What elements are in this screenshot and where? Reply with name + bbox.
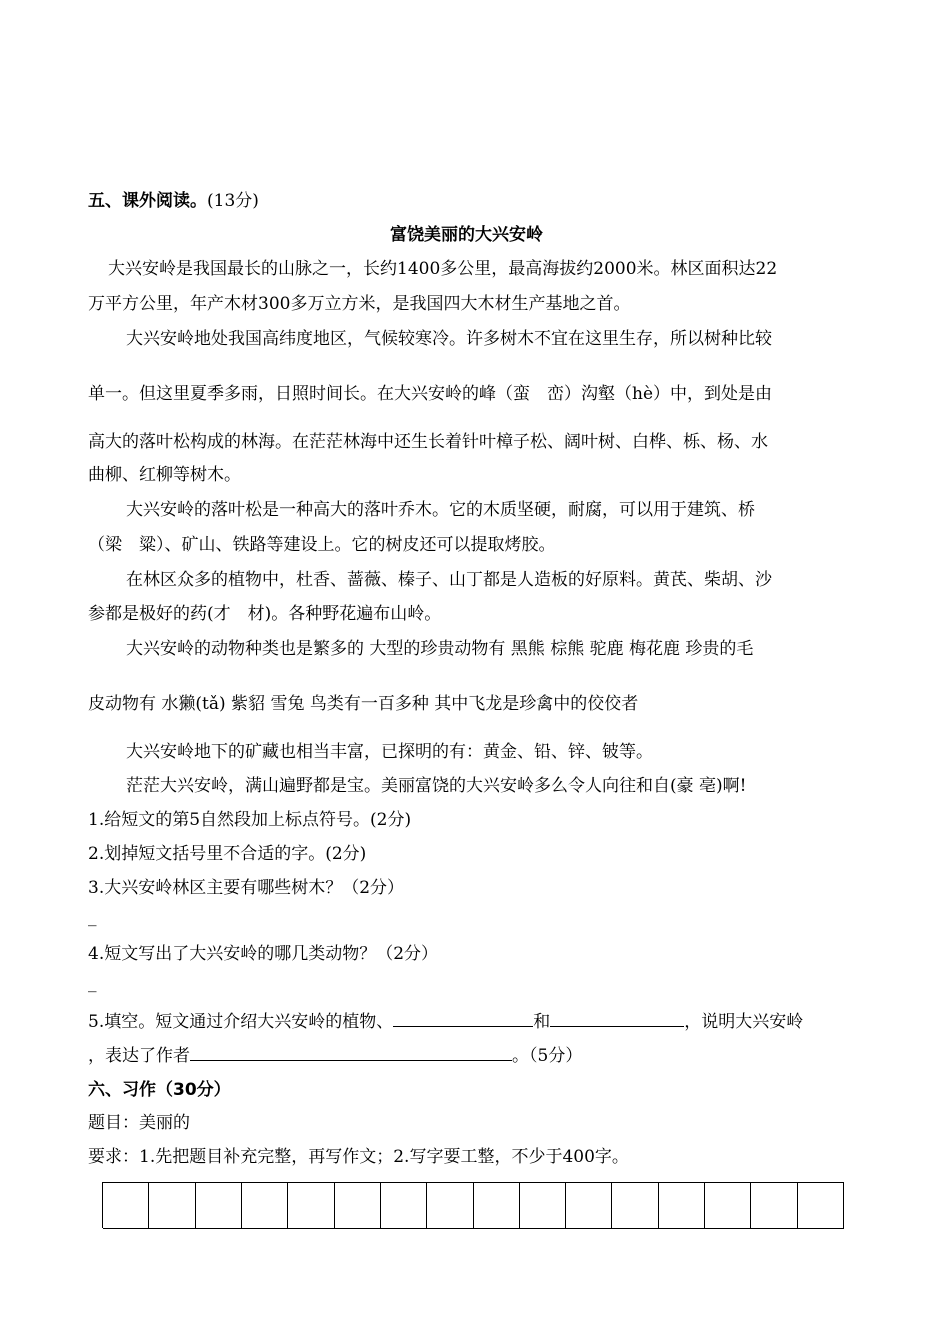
grid-cell[interactable] bbox=[612, 1183, 658, 1229]
grid-cell[interactable] bbox=[659, 1183, 705, 1229]
grid-cell[interactable] bbox=[798, 1183, 844, 1229]
essay-requirement: 要求：1.先把题目补充完整，再写作文；2.写字要工整，不少于400字。 bbox=[88, 1147, 629, 1167]
question-5-text-b: ，说明大兴安岭 bbox=[684, 1012, 804, 1032]
question-5-score: 。（5分） bbox=[512, 1046, 583, 1066]
question-5-blank-1[interactable] bbox=[393, 1008, 533, 1027]
question-1: 1.给短文的第5自然段加上标点符号。(2分) bbox=[88, 810, 412, 830]
question-3: 3.大兴安岭林区主要有哪些树木？（2分） bbox=[88, 878, 405, 898]
paragraph-line: 大兴安岭的动物种类也是繁多的 大型的珍贵动物有 黑熊 棕熊 驼鹿 梅花鹿 珍贵的毛 bbox=[126, 639, 754, 659]
section-5-heading bbox=[88, 186, 259, 211]
paragraph-line: 大兴安岭的落叶松是一种高大的落叶乔木。它的木质坚硬，耐腐，可以用于建筑、桥 bbox=[126, 500, 755, 520]
grid-cell[interactable] bbox=[705, 1183, 751, 1229]
question-4-answer-line[interactable]: _ bbox=[88, 973, 97, 993]
grid-cell[interactable] bbox=[288, 1183, 334, 1229]
grid-cell[interactable] bbox=[149, 1183, 195, 1229]
paragraph-line: （梁 粱）、矿山、铁路等建设上。它的树皮还可以提取烤胶。 bbox=[88, 535, 556, 555]
section-6-heading bbox=[88, 1075, 231, 1100]
paragraph-line: 大兴安岭地下的矿藏也相当丰富，已探明的有：黄金、铅、锌、铍等。 bbox=[126, 742, 653, 762]
grid-cell[interactable] bbox=[196, 1183, 242, 1229]
question-2: 2.划掉短文括号里不合适的字。(2分) bbox=[88, 844, 367, 864]
question-5-blank-2[interactable] bbox=[550, 1008, 684, 1027]
question-5-blank-3[interactable] bbox=[190, 1042, 512, 1061]
question-5-line-2 bbox=[88, 1041, 582, 1066]
grid-cell[interactable] bbox=[520, 1183, 566, 1229]
grid-cell[interactable] bbox=[427, 1183, 473, 1229]
paragraph-line: 万平方公里，年产木材300多万立方米，是我国四大木材生产基地之首。 bbox=[88, 294, 631, 314]
question-3-answer-line[interactable]: _ bbox=[88, 907, 97, 927]
grid-cell[interactable] bbox=[381, 1183, 427, 1229]
paragraph-line: 高大的落叶松构成的林海。在茫茫林海中还生长着针叶樟子松、阔叶树、白桦、栎、杨、水 bbox=[88, 432, 768, 452]
grid-cell[interactable] bbox=[566, 1183, 612, 1229]
paragraph-line: 大兴安岭地处我国高纬度地区，气候较寒冷。许多树木不宜在这里生存，所以树种比较 bbox=[126, 329, 772, 349]
grid-cell[interactable] bbox=[242, 1183, 288, 1229]
section-6-heading-text: 六、习作 bbox=[88, 1080, 156, 1100]
paragraph-line: 曲柳、红柳等树木。 bbox=[88, 465, 241, 485]
section-6-score: （30分） bbox=[156, 1080, 231, 1100]
grid-cell[interactable] bbox=[751, 1183, 797, 1229]
grid-cell[interactable] bbox=[103, 1183, 149, 1229]
paragraph-line: 茫茫大兴安岭，满山遍野都是宝。美丽富饶的大兴安岭多么令人向往和自(豪 亳)啊! bbox=[126, 776, 747, 796]
question-5-text-a: 5.填空。短文通过介绍大兴安岭的植物、 bbox=[88, 1012, 394, 1032]
article-title: 富饶美丽的大兴安岭 bbox=[390, 225, 543, 245]
paragraph-line: 单一。但这里夏季多雨，日照时间长。在大兴安岭的峰（蛮 峦）沟壑（hè）中，到处是由 bbox=[88, 384, 773, 404]
essay-topic: 题目：美丽的 bbox=[88, 1113, 190, 1133]
paragraph-line: 大兴安岭是我国最长的山脉之一，长约1400多公里，最高海拔约2000米。林区面积达22 bbox=[108, 259, 778, 279]
paragraph-line: 在林区众多的植物中，杜香、蔷薇、榛子、山丁都是人造板的好原料。黄芪、柴胡、沙 bbox=[126, 570, 772, 590]
question-5-line-1 bbox=[88, 1007, 803, 1032]
question-5-text-c: ，表达了作者 bbox=[88, 1046, 190, 1066]
grid-cell[interactable] bbox=[474, 1183, 520, 1229]
section-5-score: (13分) bbox=[207, 191, 259, 211]
grid-cell[interactable] bbox=[335, 1183, 381, 1229]
question-5-and: 和 bbox=[533, 1012, 551, 1032]
writing-grid[interactable] bbox=[102, 1182, 844, 1228]
paragraph-line: 参都是极好的药(才 材)。各种野花遍布山岭。 bbox=[88, 604, 442, 624]
paragraph-line: 皮动物有 水獭(tǎ) 紫貂 雪兔 鸟类有一百多种 其中飞龙是珍禽中的佼佼者 bbox=[88, 694, 639, 714]
section-5-heading-text: 五、课外阅读。 bbox=[88, 191, 207, 211]
question-4: 4.短文写出了大兴安岭的哪几类动物？（2分） bbox=[88, 944, 439, 964]
